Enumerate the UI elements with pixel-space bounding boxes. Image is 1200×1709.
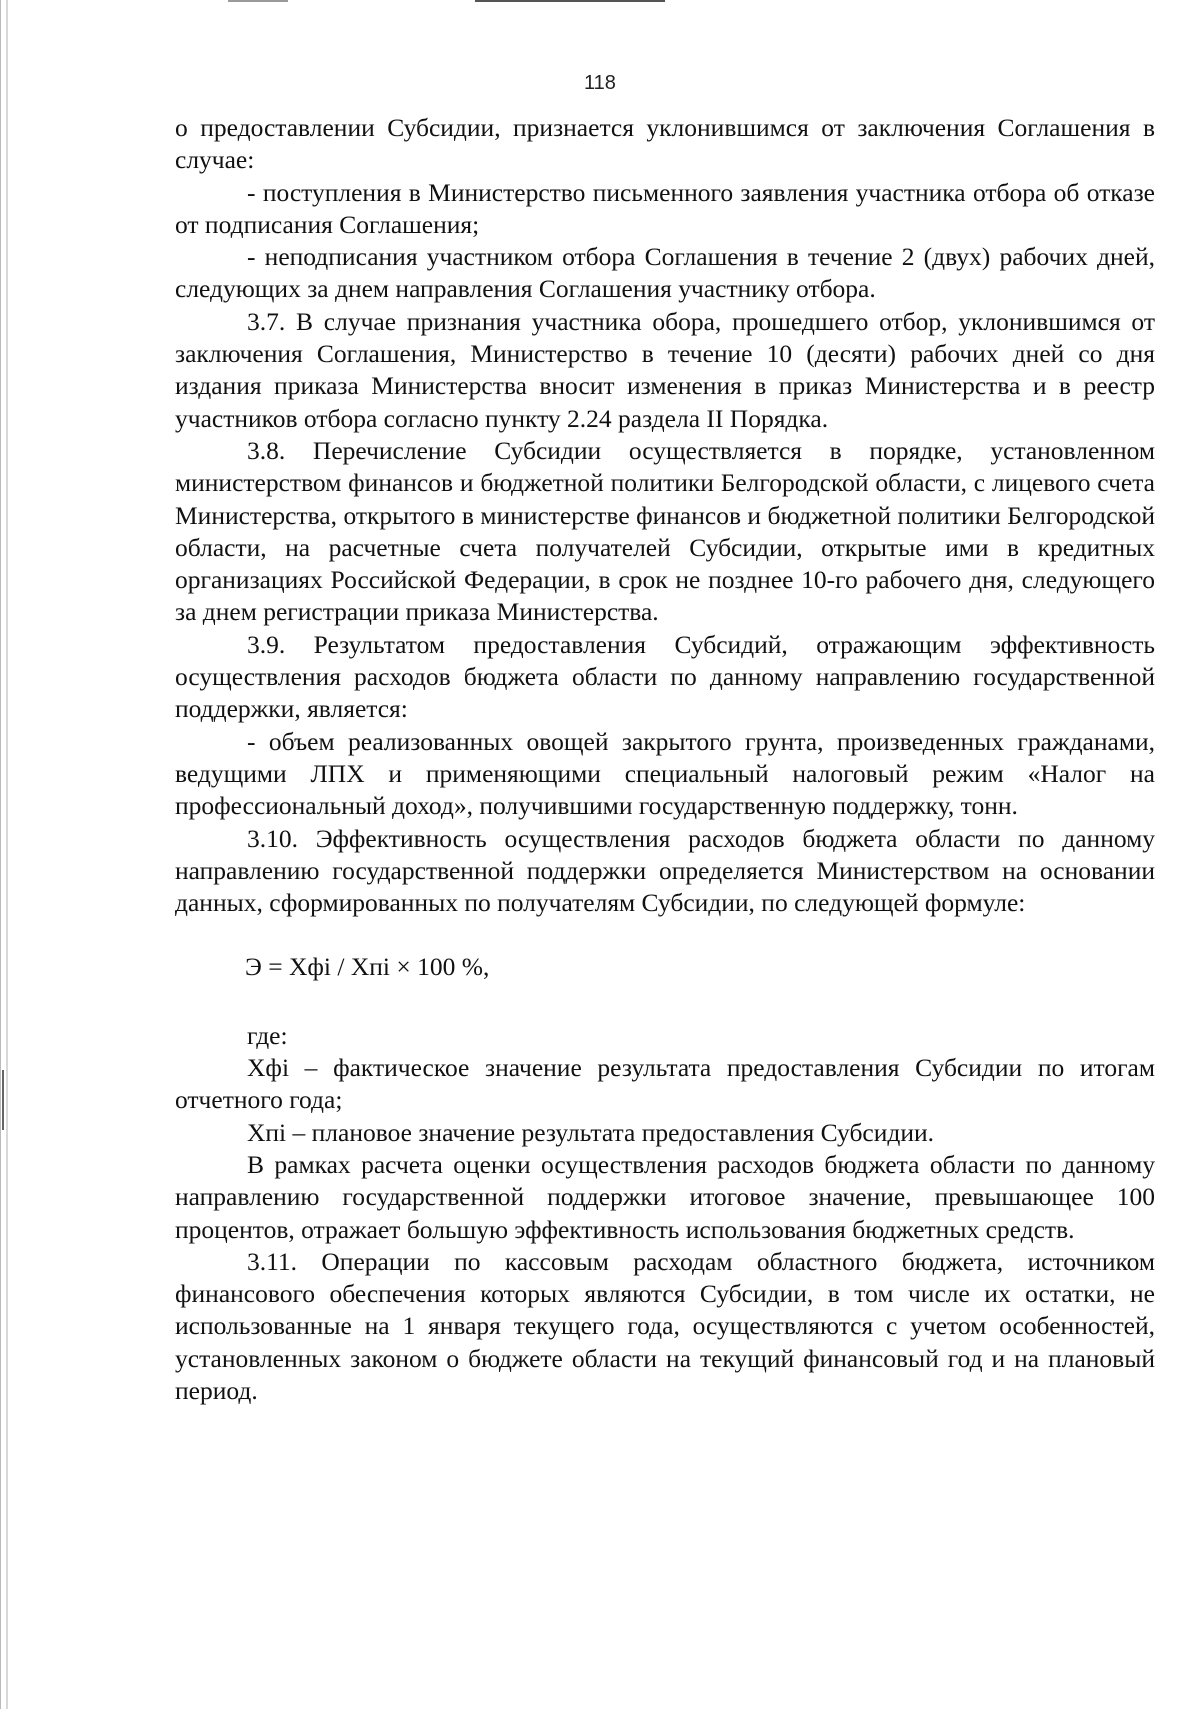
paragraph: где: — [247, 1020, 288, 1050]
scan-edge-shadow — [6, 0, 8, 1709]
paragraph: - объем реализованных овощей закрытого грунта, произведенных гражданами, ведущими ЛПХ и применяющими специальный налоговый режим «Налог на профессиональный доход», получившими государственную поддержку, тонн. — [175, 726, 1155, 821]
formula: Э = Хфi / Хпi × 100 %, — [245, 952, 490, 982]
paragraph: о предоставлении Субсидии, признается уклонившимся от заключения Соглашения в случае: — [175, 113, 1155, 175]
paragraph: Хфi – фактическое значение результата предоставления Субсидии по итогам отчетного года; — [175, 1053, 1155, 1115]
paragraph: 3.8. Перечисление Субсидии осуществляется в порядке, установленном министерством финансов и бюджетной политики Белгородской области, с лицевого счета Министерства, открытого в министерстве финансов и бюджетной политики Белгородской области, на расчетные счета получателей Субсидии, открытые ими в кредитных организациях Российской Федерации, в срок не позднее 10-го рабочего дня, следующего за днем регистрации приказа Министерства. — [175, 435, 1155, 627]
scan-artifact-line — [475, 0, 665, 2]
paragraph: - неподписания участником отбора Соглашения в течение 2 (двух) рабочих дней, следующих за днем направления Соглашения участнику отбора. — [175, 242, 1155, 304]
page-number: 118 — [584, 72, 616, 94]
scan-edge — [0, 0, 1, 1709]
paragraph: В рамках расчета оценки осуществления расходов бюджета области по данному направлению государственной поддержки итоговое значение, превышающее 100 процентов, отражает большую эффективность использования бюджетных средств. — [175, 1149, 1155, 1244]
paragraph: 3.9. Результатом предоставления Субсидий, отражающим эффективность осуществления расходов бюджета области по данному направлению государственной поддержки, является: — [175, 629, 1155, 724]
scan-mark — [2, 1070, 4, 1130]
document-body — [175, 112, 1155, 1407]
paragraph: 3.10. Эффективность осуществления расходов бюджета области по данному направлению государственной поддержки определяется Министерством на основании данных, сформированных по получателям Субсидии, по следующей формуле: — [175, 823, 1155, 918]
paragraph: 3.7. В случае признания участника обора, прошедшего отбор, уклонившимся от заключения Соглашения, Министерство в течение 10 (десяти) рабочих дней со дня издания приказа Министерства вносит изменения в приказ Министерства и в реестр участников отбора согласно пункту 2.24 раздела II Порядка. — [175, 306, 1155, 433]
paragraph: Хпi – плановое значение результата предоставления Субсидии. — [247, 1117, 935, 1147]
scan-artifact-line — [228, 0, 288, 2]
paragraph: 3.11. Операции по кассовым расходам областного бюджета, источником финансового обеспечения которых являются Субсидии, в том числе их остатки, не использованные на 1 января текущего года, осуществляются с учетом особенностей, установленных законом о бюджете области на текущий финансовый год и на плановый период. — [175, 1246, 1155, 1405]
paragraph: - поступления в Министерство письменного заявления участника отбора об отказе от подписания Соглашения; — [175, 177, 1155, 239]
